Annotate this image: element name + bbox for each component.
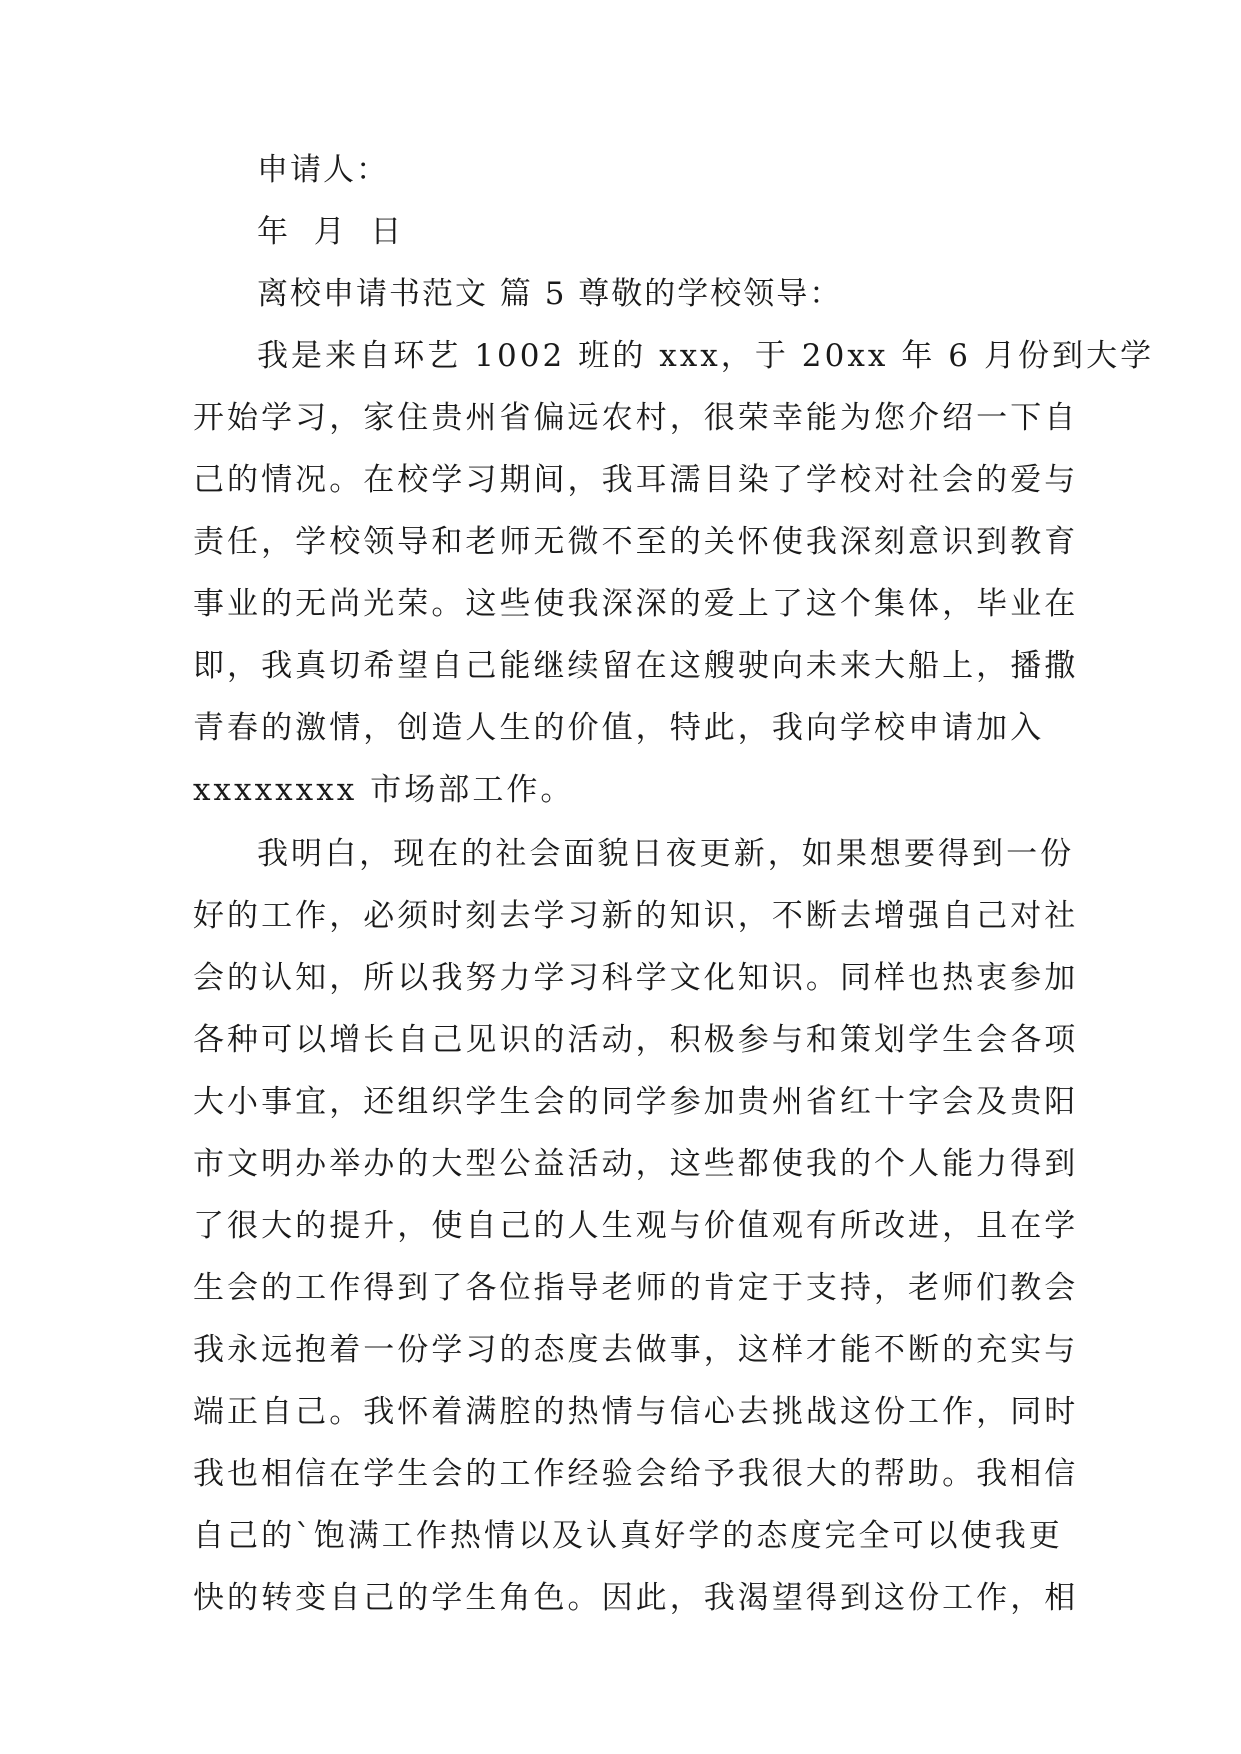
- paragraph-line: 事业的无尚光荣。这些使我深深的爱上了这个集体，毕业在: [193, 586, 1079, 622]
- paragraph-line: 我是来自环艺 1002 班的 xxx，于 20xx 年 6 月份到大学: [257, 338, 1155, 374]
- applicant-line: 申请人：: [257, 152, 389, 188]
- paragraph-line: 快的转变自己的学生角色。因此，我渴望得到这份工作，相: [193, 1580, 1079, 1616]
- paragraph-line: 自己的`饱满工作热情以及认真好学的态度完全可以使我更: [193, 1518, 1063, 1554]
- paragraph-line: 我明白，现在的社会面貌日夜更新，如果想要得到一份: [257, 836, 1075, 872]
- paragraph-line: 己的情况。在校学习期间，我耳濡目染了学校对社会的爱与: [193, 462, 1079, 498]
- paragraph-line: 会的认知，所以我努力学习科学文化知识。同样也热衷参加: [193, 960, 1079, 996]
- paragraph-line: 了很大的提升，使自己的人生观与价值观有所改进，且在学: [193, 1208, 1079, 1244]
- paragraph-line: 我永远抱着一份学习的态度去做事，这样才能不断的充实与: [193, 1332, 1079, 1368]
- paragraph-line: 责任，学校领导和老师无微不至的关怀使我深刻意识到教育: [193, 524, 1079, 560]
- paragraph-line: 生会的工作得到了各位指导老师的肯定于支持，老师们教会: [193, 1270, 1079, 1306]
- paragraph-line: xxxxxxxx 市场部工作。: [193, 772, 575, 808]
- paragraph-line: 我也相信在学生会的工作经验会给予我很大的帮助。我相信: [193, 1456, 1079, 1492]
- paragraph-line: 市文明办举办的大型公益活动，这些都使我的个人能力得到: [193, 1146, 1079, 1182]
- paragraph-line: 好的工作，必须时刻去学习新的知识，不断去增强自己对社: [193, 898, 1079, 934]
- date-line: 年 月 日: [257, 214, 404, 250]
- section-heading: 离校申请书范文 篇 5 尊敬的学校领导：: [257, 276, 843, 312]
- paragraph-line: 各种可以增长自己见识的活动，积极参与和策划学生会各项: [193, 1022, 1079, 1058]
- paragraph-line: 青春的激情，创造人生的价值，特此，我向学校申请加入: [193, 710, 1045, 746]
- paragraph-line: 大小事宜，还组织学生会的同学参加贵州省红十字会及贵阳: [193, 1084, 1079, 1120]
- paragraph-line: 端正自己。我怀着满腔的热情与信心去挑战这份工作，同时: [193, 1394, 1079, 1430]
- paragraph-line: 开始学习，家住贵州省偏远农村，很荣幸能为您介绍一下自: [193, 400, 1079, 436]
- paragraph-line: 即，我真切希望自己能继续留在这艘驶向未来大船上，播撒: [193, 648, 1079, 684]
